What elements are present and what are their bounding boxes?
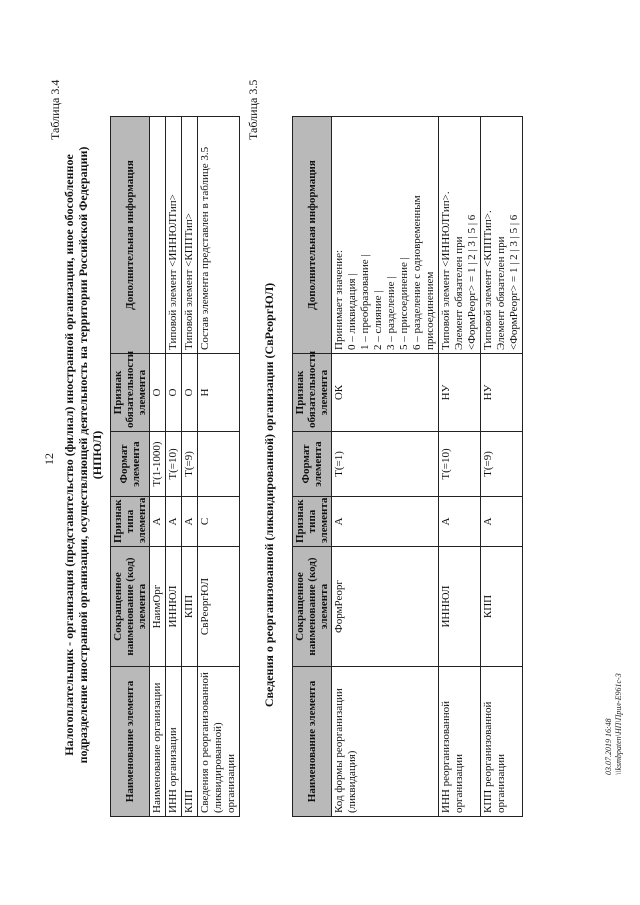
table-cell-type: А <box>439 497 481 547</box>
table-cell-required: О <box>166 354 182 432</box>
table-cell-format: T(=10) <box>166 432 182 497</box>
table-cell-name: ИНН организации <box>166 667 182 817</box>
footer-timestamp: 03.07.2019 16:48 <box>604 718 613 775</box>
footer-stamp <box>604 673 624 775</box>
table-cell-type: А <box>166 497 182 547</box>
table2-header-info: Дополнительная информация <box>293 117 332 354</box>
info-line: 0 – ликвидация | <box>346 273 358 350</box>
table-cell-format: T(=10) <box>439 432 481 497</box>
table2-title: Сведения о реорганизованной (ликвидированной) организации (СвРеоргЮЛ) <box>262 282 276 708</box>
info-line: Элемент обязателен при <box>495 236 507 350</box>
table2-header-row <box>293 117 332 817</box>
table-cell-required: НУ <box>439 354 481 432</box>
table-cell-type: А <box>332 497 439 547</box>
table-cell-type: А <box>150 497 166 547</box>
info-line: 3 – разделение | <box>385 276 397 350</box>
table-row <box>198 117 240 817</box>
table-row <box>439 117 481 817</box>
table1 <box>110 116 240 817</box>
info-line: 1 – преобразование | <box>359 254 371 350</box>
table-cell-name: ИНН реорганизованной организации <box>439 667 481 817</box>
info-line: 6 – разделение с одновременным присоединением <box>411 195 436 350</box>
table-cell-required: НУ <box>481 354 523 432</box>
table-cell-name: КПП реорганизованной организации <box>481 667 523 817</box>
table1-title: Налогоплательщик - организация (представительство (филиал) иностранной организации, иное обособленное подразделение иностранной организации, осуществляющей деятельность на территории Российской Федерации) (НПЮЛ) <box>62 146 104 764</box>
table2-header-name: Наименование элемента <box>293 667 332 817</box>
table-row <box>481 117 523 817</box>
table-cell-code: КПП <box>182 547 198 667</box>
table-cell-code: ИННЮЛ <box>439 547 481 667</box>
table-cell-format <box>198 432 240 497</box>
footer-file-path: \\ksmbpaten\НП\Прил-Е961с-3 <box>614 673 623 775</box>
table-row <box>150 117 166 817</box>
table-cell-info <box>481 117 523 354</box>
table1-number-label: Таблица 3.4 <box>48 79 62 140</box>
table-cell-required: ОК <box>332 354 439 432</box>
table2-header-type: Признак типа элемента <box>293 497 332 547</box>
table1-header-row <box>111 117 150 817</box>
table-cell-code: НаимОрг <box>150 547 166 667</box>
info-line: Типовой элемент <ИННЮЛТип>. <box>440 191 452 350</box>
table-cell-type: А <box>182 497 198 547</box>
table-cell-format: T(=9) <box>182 432 198 497</box>
table-row <box>332 117 439 817</box>
table1-header-info: Дополнительная информация <box>111 117 150 354</box>
table-cell-info: Типовой элемент <ИННЮЛТип> <box>166 117 182 354</box>
table-cell-name: Код формы реорганизации (ликвидация) <box>332 667 439 817</box>
table-cell-format: T(=1) <box>332 432 439 497</box>
table-row <box>166 117 182 817</box>
table1-header-type: Признак типа элемента <box>111 497 150 547</box>
table-cell-format: T(1-1000) <box>150 432 166 497</box>
table-cell-format: T(=9) <box>481 432 523 497</box>
table-cell-code: СвРеоргЮЛ <box>198 547 240 667</box>
table2-header-required: Признак обязательности элемента <box>293 354 332 432</box>
table-cell-type: С <box>198 497 240 547</box>
table-cell-required: О <box>150 354 166 432</box>
table1-header-required: Признак обязательности элемента <box>111 354 150 432</box>
table-cell-name: КПП <box>182 667 198 817</box>
info-line: <ФормРеорг> = 1 | 2 | 3 | 5 | 6 <box>466 214 478 350</box>
table-row <box>182 117 198 817</box>
table-cell-info: Состав элемента представлен в таблице 3.5 <box>198 117 240 354</box>
table-cell-code: ИННЮЛ <box>166 547 182 667</box>
table-cell-info <box>332 117 439 354</box>
table-cell-name: Наименование организации <box>150 667 166 817</box>
table2-header-format: Формат элемента <box>293 432 332 497</box>
table2 <box>292 116 523 817</box>
table-cell-info <box>150 117 166 354</box>
table1-header-code: Сокращенное наименование (код) элемента <box>111 547 150 667</box>
table-cell-code: КПП <box>481 547 523 667</box>
table1-header-name: Наименование элемента <box>111 667 150 817</box>
table2-header-code: Сокращенное наименование (код) элемента <box>293 547 332 667</box>
table-cell-type: А <box>481 497 523 547</box>
info-line: 5 – присоединение | <box>398 257 410 350</box>
table-cell-required: Н <box>198 354 240 432</box>
info-line: Элемент обязателен при <box>453 236 465 350</box>
table-cell-info <box>439 117 481 354</box>
info-line: 2 – слияние | <box>372 290 384 350</box>
table-cell-info: Типовой элемент <КППТип> <box>182 117 198 354</box>
table-cell-required: О <box>182 354 198 432</box>
page-number: 12 <box>42 453 56 465</box>
table1-header-format: Формат элемента <box>111 432 150 497</box>
table2-number-label: Таблица 3.5 <box>246 79 260 140</box>
info-line: Принимает значение: <box>333 249 345 350</box>
info-line: Типовой элемент <КППТип>. <box>482 210 494 350</box>
info-line: <ФормРеорг> = 1 | 2 | 3 | 5 | 6 <box>508 214 520 350</box>
table-cell-code: ФормРеорг <box>332 547 439 667</box>
table-cell-name: Сведения о реорганизованной (ликвидированной) организации <box>198 667 240 817</box>
